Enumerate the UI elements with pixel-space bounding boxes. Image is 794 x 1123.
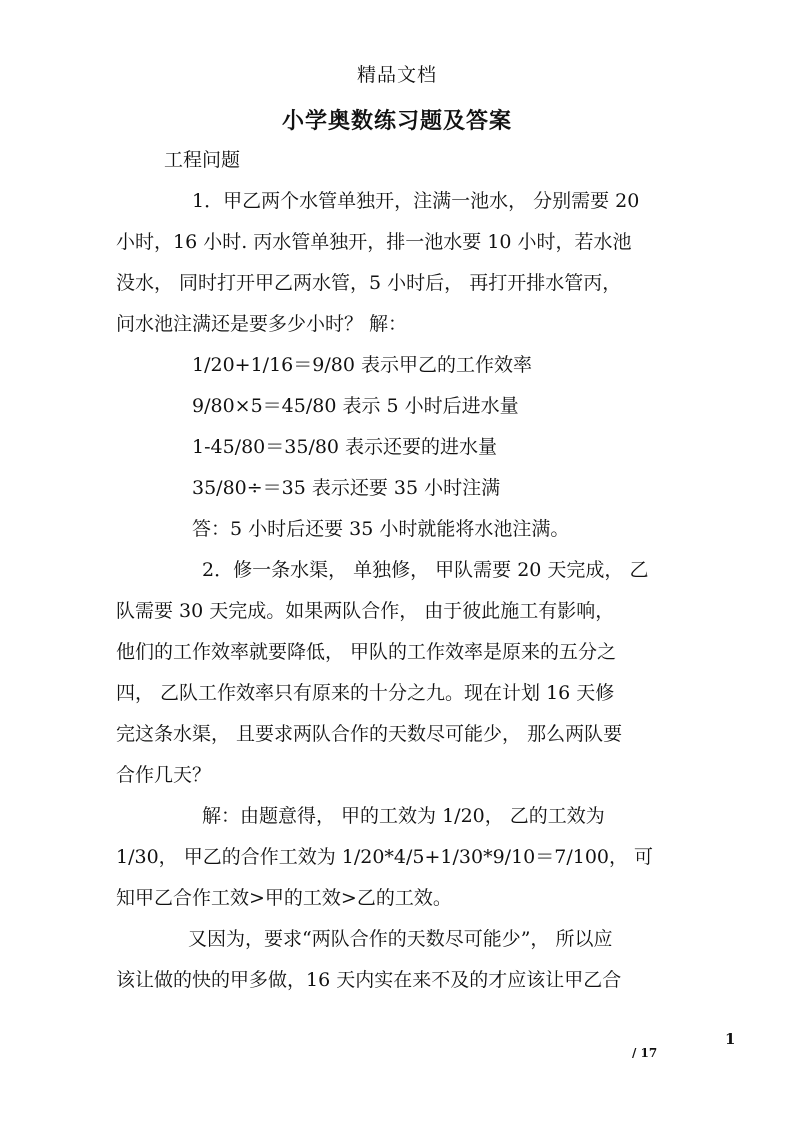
solution-line: 解：由题意得， 甲的工效为 1/20， 乙的工效为 [202, 805, 605, 827]
problem-2-line: 四， 乙队工作效率只有原来的十分之九。现在计划 16 天修 [116, 682, 615, 704]
answer-line: 答：5 小时后还要 35 小时就能将水池注满。 [192, 518, 570, 540]
document-header: 精品文档 [356, 64, 437, 86]
page-number: 1 [725, 1030, 736, 1048]
section-heading: 工程问题 [164, 149, 241, 171]
page-title: 小学奥数练习题及答案 [281, 108, 512, 134]
problem-1-line: 小时，16 小时. 丙水管单独开，排一池水要 10 小时，若水池 [116, 231, 632, 253]
problem-2-line: 队需要 30 天完成。如果两队合作， 由于彼此施工有影响， [116, 600, 615, 622]
calculation-line: 1/20+1/16＝9/80 表示甲乙的工作效率 [192, 354, 532, 376]
problem-1-line: 问水池注满还是要多少小时？ 解： [116, 313, 408, 335]
calculation-line: 9/80×5＝45/80 表示 5 小时后进水量 [192, 395, 519, 417]
solution-line: 1/30， 甲乙的合作工效为 1/20*4/5+1/30*9/10＝7/100， 可 [116, 846, 654, 868]
calculation-line: 35/80÷＝35 表示还要 35 小时注满 [192, 477, 501, 499]
page-count: / 17 [632, 1046, 658, 1060]
solution-line: 知甲乙合作工效>甲的工效>乙的工效。 [116, 887, 452, 909]
calculation-line: 1-45/80＝35/80 表示还要的进水量 [192, 436, 498, 458]
problem-1-line: 没水， 同时打开甲乙两水管，5 小时后， 再打开排水管丙， [116, 272, 622, 294]
problem-1-line: 1．甲乙两个水管单独开，注满一池水， 分别需要 20 [192, 190, 640, 212]
document-body [116, 140, 686, 1001]
problem-2-line: 2．修一条水渠， 单独修， 甲队需要 20 天完成， 乙 [202, 559, 649, 581]
reasoning-line: 又因为，要求“两队合作的天数尽可能少”， 所以应 [188, 928, 613, 950]
reasoning-line: 该让做的快的甲多做，16 天内实在来不及的才应该让甲乙合 [116, 969, 622, 991]
problem-2-line: 他们的工作效率就要降低， 甲队的工作效率是原来的五分之 [116, 641, 617, 663]
problem-2-line: 完这条水渠， 且要求两队合作的天数尽可能少， 那么两队要 [116, 723, 623, 745]
problem-2-line: 合作几天？ [116, 764, 212, 786]
